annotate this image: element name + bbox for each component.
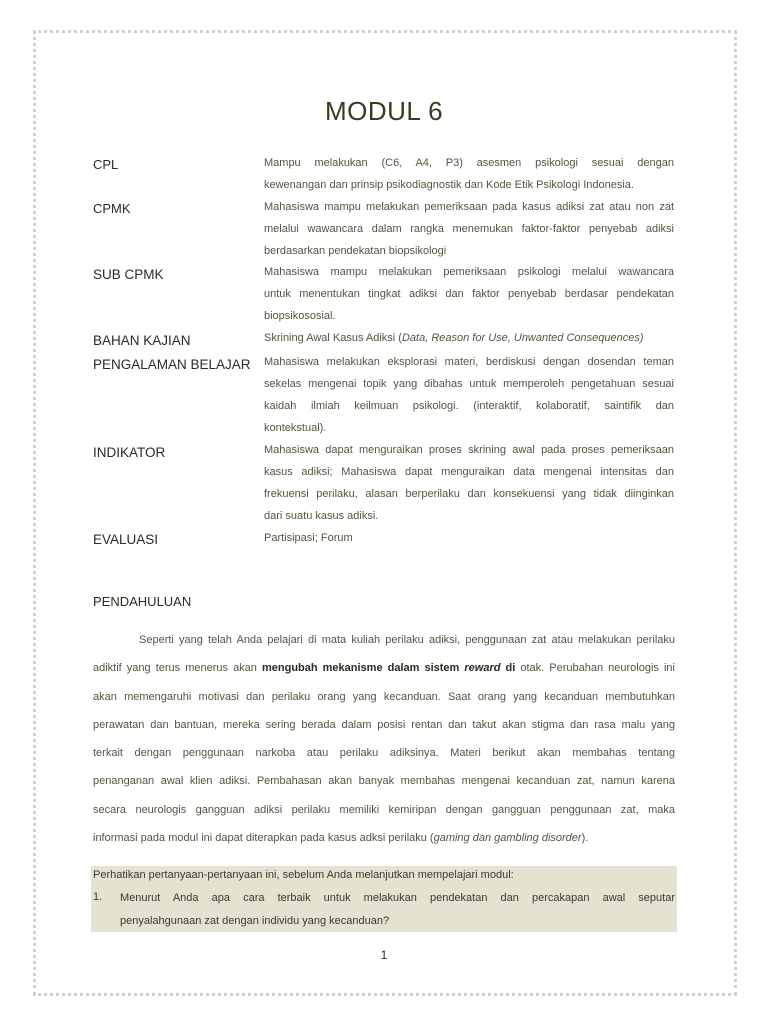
intro-line	[93, 824, 675, 852]
cpmk-line: Mahasiswa mampu melakukan pemeriksaan pada kasus adiksi zat atau non zat	[264, 201, 674, 213]
sub-cpmk-line: biopsikososial.	[264, 310, 336, 322]
question-line: penyalahgunaan zat dengan individu yang kecanduan?	[120, 915, 390, 927]
bahan-kajian-italic: Data, Reason for Use, Unwanted Consequences)	[401, 332, 644, 344]
intro-text: ).	[581, 832, 589, 845]
intro-text: informasi pada modul ini dapat diterapkan pada kasus adksi perilaku (	[93, 832, 434, 845]
cpmk-label: CPMK	[93, 201, 131, 216]
intro-line	[93, 654, 675, 682]
sub-cpmk-line: Mahasiswa mampu melakukan pemeriksaan psikologi melalui wawancara	[264, 266, 674, 278]
sub-cpmk-label: SUB CPMK	[93, 267, 164, 282]
pengalaman-belajar-value	[264, 351, 674, 439]
pengalaman-line: sekelas mengenai topik yang dibahas untuk memperoleh pengetahuan sesuai	[264, 378, 674, 390]
evaluasi-text: Partisipasi; Forum	[264, 532, 353, 544]
sub-cpmk-value	[264, 261, 674, 327]
intro-line: penanganan awal klien adiksi. Pembahasan akan banyak membahas mengenai kecanduan zat, namun karena	[93, 775, 675, 788]
intro-text: adiktif yang terus menerus akan	[93, 662, 262, 675]
pengalaman-line: kaidah ilmiah keilmuan psikologi. (interaktif, kolaboratif, saintifik dan	[264, 400, 674, 412]
bahan-kajian-text: Skrining Awal Kasus Adiksi (	[264, 332, 402, 344]
intro-italic: gaming dan gambling disorder	[433, 832, 582, 845]
question-box	[91, 866, 677, 932]
intro-bold-italic: reward	[464, 662, 501, 675]
intro-line: akan memengaruhi motivasi dan perilaku orang yang kecanduan. Saat orang yang kecanduan membutuhkan	[93, 690, 675, 703]
intro-line: Seperti yang telah Anda pelajari di mata kuliah perilaku adiksi, penggunaan zat atau melakukan perilaku	[139, 634, 675, 646]
intro-bold-tail: di	[500, 662, 516, 675]
indikator-value	[264, 439, 674, 527]
intro-line: secara neurologis gangguan adiksi perilaku memiliki kemiripan dengan gangguan penggunaan zat, maka	[93, 803, 675, 816]
pengalaman-line: Mahasiswa melakukan eksplorasi materi, berdiskusi dengan dosendan teman	[264, 356, 674, 368]
question-number: 1.	[93, 891, 103, 903]
bahan-kajian-label: BAHAN KAJIAN	[93, 333, 191, 348]
question-text	[120, 887, 675, 933]
cpmk-value	[264, 196, 674, 262]
pengalaman-belajar-label: PENGALAMAN BELAJAR	[93, 357, 251, 372]
indikator-line: kasus adiksi; Mahasiswa dapat menguraikan data mengenai intensitas dan	[264, 466, 674, 478]
intro-line: perawatan dan bantuan, mereka sering berada dalam posisi rentan dan takut akan stigma dan rasa malu yang	[93, 718, 675, 731]
cpl-line: Mampu melakukan (C6, A4, P3) asesmen psikologi sesuai dengan	[264, 157, 674, 169]
cpl-line: kewenangan dan prinsip psikodiagnostik dan Kode Etik Psikologi Indonesia.	[264, 179, 634, 191]
intro-text: otak. Perubahan neurologis ini	[515, 662, 675, 675]
cpmk-line: berdasarkan pendekatan biopsikologi	[264, 245, 447, 257]
question-intro: Perhatikan pertanyaan-pertanyaan ini, sebelum Anda melanjutkan mempelajari modul:	[93, 869, 514, 881]
pengalaman-line: kontekstual).	[264, 422, 327, 434]
evaluasi-value	[264, 527, 674, 549]
page-number: 1	[380, 948, 388, 962]
pendahuluan-body	[93, 626, 675, 852]
cpl-value	[264, 152, 674, 196]
indikator-line: Mahasiswa dapat menguraikan proses skrining awal pada proses pemeriksaan	[264, 444, 674, 456]
indikator-line: frekuensi perilaku, alasan berperilaku dan konsekuensi yang tidak diinginkan	[264, 488, 674, 500]
indikator-line: dari suatu kasus adiksi.	[264, 510, 379, 522]
bahan-kajian-value	[264, 327, 674, 349]
question-line: Menurut Anda apa cara terbaik untuk melakukan pendekatan dan percakapan awal seputar	[120, 892, 675, 904]
pendahuluan-heading: PENDAHULUAN	[93, 594, 192, 609]
intro-bold-text: mengubah mekanisme dalam sistem	[261, 662, 465, 675]
intro-line: terkait dengan penggunaan narkoba atau perilaku adiksinya. Materi berikut akan membahas tentang	[93, 747, 675, 760]
cpl-label: CPL	[93, 157, 119, 172]
cpmk-line: melalui wawancara dalam rangka menemukan faktor-faktor penyebab adiksi	[264, 223, 674, 235]
intro-bold	[262, 662, 515, 674]
evaluasi-label: EVALUASI	[93, 532, 159, 547]
sub-cpmk-line: untuk menentukan tingkat adiksi dan faktor penyebab berdasar pendekatan	[264, 288, 674, 300]
module-title: MODUL 6	[324, 96, 444, 126]
indikator-label: INDIKATOR	[93, 445, 166, 460]
